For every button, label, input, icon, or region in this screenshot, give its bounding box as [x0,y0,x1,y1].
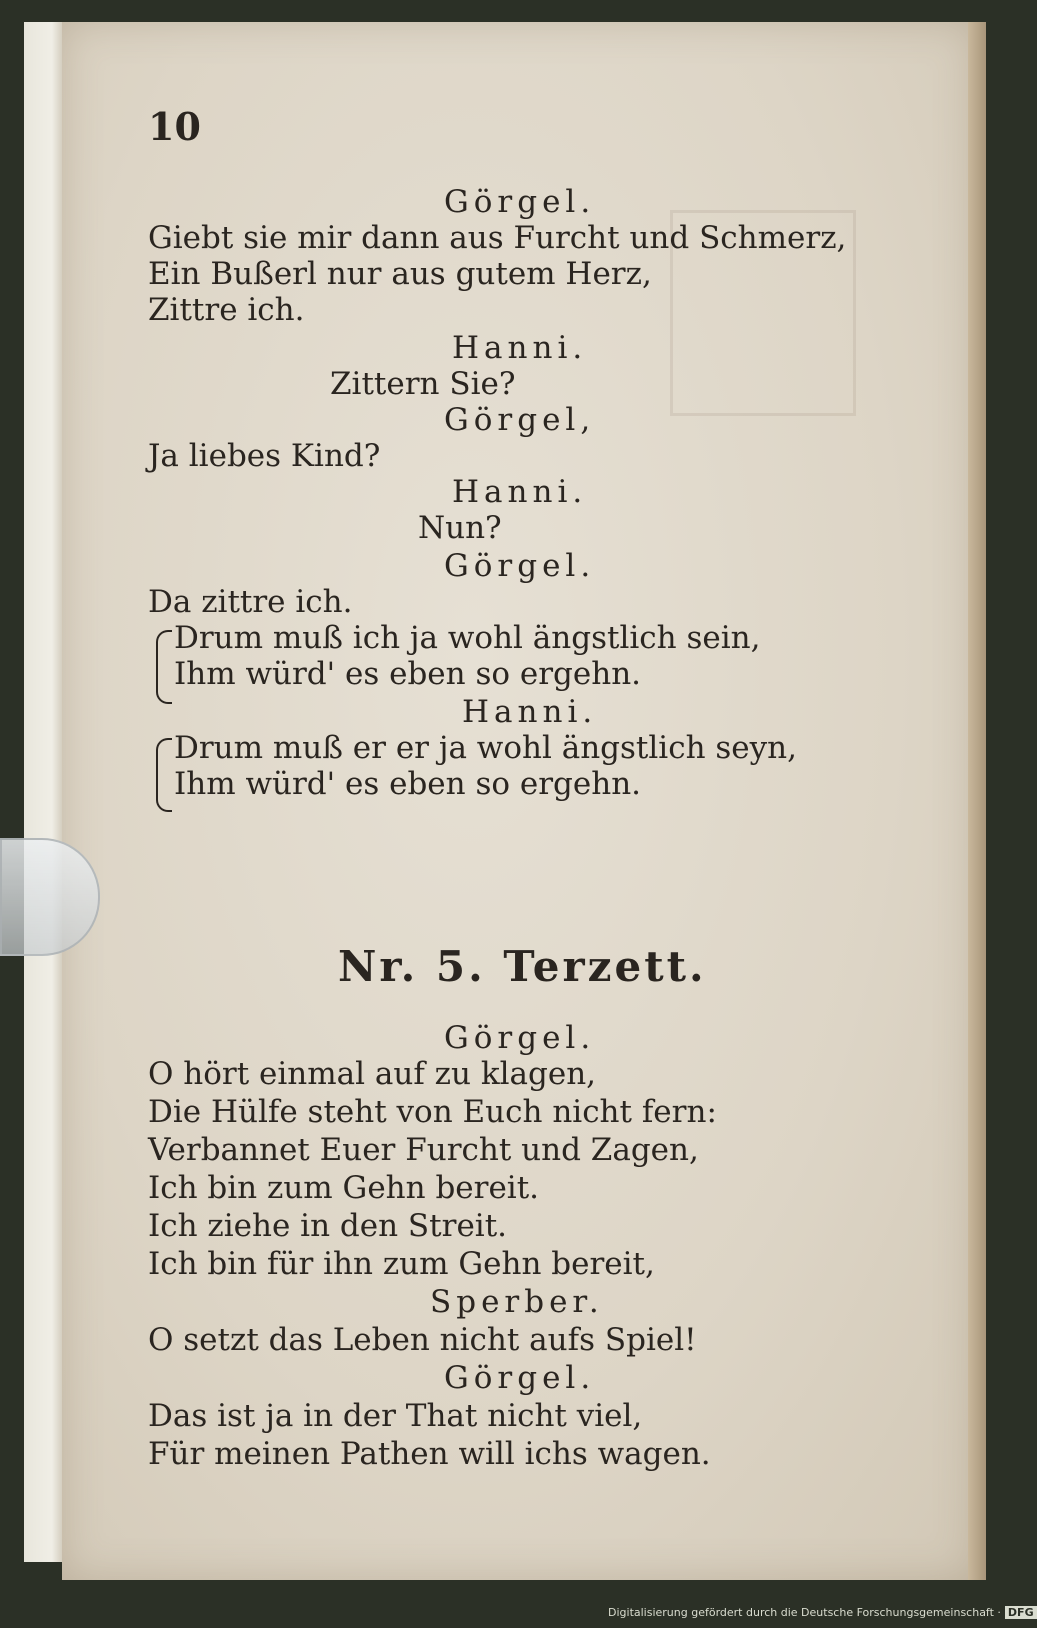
speaker-label: Hanni. [462,694,598,730]
verse-line: Zittern Sie? [330,366,516,402]
verse-line: Da zittre ich. [148,584,353,620]
brace-left [156,630,172,704]
digitization-credit [608,1606,1037,1619]
verse-line: Zittre ich. [148,292,305,328]
speaker-label: Görgel. [444,1360,596,1396]
verse-line: Drum muß ich ja wohl ängstlich sein, [174,620,761,656]
verse-line: Verbannet Euer Furcht und Zagen, [148,1132,699,1168]
speaker-label: Görgel, [444,402,596,438]
speaker-label: Görgel. [444,184,596,220]
verse-line: Giebt sie mir dann aus Furcht und Schmerz, [148,220,847,256]
verse-line: Das ist ja in der That nicht viel, [148,1398,643,1434]
verse-line: Ihm würd' es eben so ergehn. [174,656,642,692]
speaker-label: Hanni. [452,474,588,510]
brace-left [156,738,172,812]
section-heading: Nr. 5. Terzett. [338,942,707,991]
speaker-label: Sperber. [430,1284,604,1320]
verse-line: Die Hülfe steht von Euch nicht fern: [148,1094,717,1130]
verse-line: Für meinen Pathen will ichs wagen. [148,1436,711,1472]
page-fore-edge [968,22,986,1580]
verse-line: Ihm würd' es eben so ergehn. [174,766,642,802]
speaker-label: Hanni. [452,330,588,366]
dfg-logo: DFG [1005,1606,1037,1619]
verse-line: Ich ziehe in den Streit. [148,1208,508,1244]
verse-line: O setzt das Leben nicht aufs Spiel! [148,1322,697,1358]
verse-line: Ja liebes Kind? [148,438,381,474]
credit-text: Digitalisierung gefördert durch die Deutsche Forschungsgemeinschaft · [608,1606,1001,1619]
scan-background-left-edge [24,22,64,1562]
speaker-label: Görgel. [444,548,596,584]
page-number: 10 [148,104,201,149]
verse-line: Drum muß er er ja wohl ängstlich seyn, [174,730,797,766]
verse-line: Nun? [418,510,502,546]
verse-line: Ich bin zum Gehn bereit. [148,1170,540,1206]
verse-line: Ein Bußerl nur aus gutem Herz, [148,256,652,292]
verse-line: O hört einmal auf zu klagen, [148,1056,597,1092]
verse-line: Ich bin für ihn zum Gehn bereit, [148,1246,655,1282]
speaker-label: Görgel. [444,1020,596,1056]
